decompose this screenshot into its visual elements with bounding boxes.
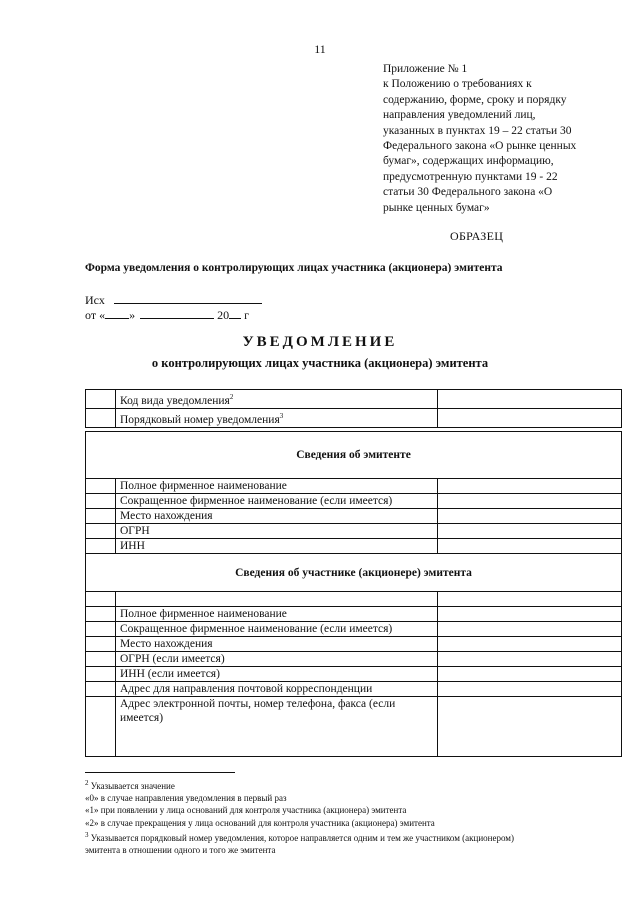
sample-label: ОБРАЗЕЦ <box>450 229 504 243</box>
table-row <box>86 390 622 409</box>
footnotes <box>85 777 625 856</box>
date-year-field[interactable] <box>229 307 241 319</box>
row-label: Место нахождения <box>116 509 438 524</box>
table-row <box>86 652 622 667</box>
row-label: Место нахождения <box>116 637 438 652</box>
table-row <box>86 622 622 637</box>
appendix-line: указанных в пунктах 19 – 22 статьи 30 <box>383 124 572 137</box>
row-label: Адрес для направления почтовой корреспонденции <box>116 682 438 697</box>
outgoing-number-label: Исх <box>85 293 105 307</box>
table-row <box>86 637 622 652</box>
page-number: 11 <box>314 42 326 56</box>
appendix-line: статьи 30 Федерального закона «О <box>383 186 553 199</box>
footnote-line: «0» в случае направления уведомления в первый раз <box>85 793 287 804</box>
value-cell[interactable] <box>438 539 622 554</box>
footnote-line: «2» в случае прекращения у лица оснований для контроля участника (акционера) эмитента <box>85 817 435 828</box>
footnote-line: эмитента в отношении одного и того же эмитента <box>85 845 276 856</box>
outgoing-number-row <box>85 292 262 308</box>
date-month-field[interactable] <box>140 307 214 319</box>
date-year: 20 <box>217 308 230 322</box>
footnote-line: $^2$ Указывается значение <box>85 779 175 791</box>
value-cell[interactable] <box>438 637 622 652</box>
row-label: Порядковый номер уведомления$^3$ <box>116 408 438 427</box>
table-row <box>86 682 622 697</box>
appendix-reference <box>383 62 603 216</box>
row-label: ОГРН (если имеется) <box>116 652 438 667</box>
notice-title: УВЕДОМЛЕНИЕ <box>242 334 398 350</box>
participant-section-heading: Сведения об участнике (акционере) эмитента <box>86 554 622 592</box>
value-cell[interactable] <box>438 509 622 524</box>
outgoing-date-row <box>85 307 249 323</box>
date-suffix: г <box>244 308 250 322</box>
appendix-line: содержанию, форме, сроку и порядку <box>383 93 567 106</box>
appendix-line: бумаг», содержащих информацию, <box>383 155 554 168</box>
date-mid: » <box>129 308 136 322</box>
table-row <box>86 494 622 509</box>
issuer-section-heading: Сведения об эмитенте <box>86 432 622 479</box>
row-label: Сокращенное фирменное наименование (если имеется) <box>116 494 438 509</box>
appendix-line: Приложение № 1 <box>383 63 468 75</box>
section-header-row <box>86 432 622 479</box>
value-cell[interactable] <box>438 682 622 697</box>
row-label: Сокращенное фирменное наименование (если имеется) <box>116 622 438 637</box>
table-row <box>86 524 622 539</box>
appendix-line: рынке ценных бумаг» <box>383 201 490 214</box>
table-row <box>86 509 622 524</box>
row-label: ИНН <box>116 539 438 554</box>
footnote-line: $^3$ Указывается порядковый номер уведомления, которое направляется одним и тем же участником (акционером) <box>85 830 514 843</box>
appendix-line: Федерального закона «О рынке ценных <box>383 140 577 153</box>
table-row <box>86 607 622 622</box>
table-row <box>86 479 622 494</box>
table-row <box>86 697 622 757</box>
date-day-field[interactable] <box>105 307 129 319</box>
value-cell[interactable] <box>438 652 622 667</box>
appendix-line: к Положению о требованиях к <box>383 78 532 91</box>
footnote-line: «1» при появлении у лица оснований для контроля участника (акционера) эмитента <box>85 805 407 816</box>
row-label: Код вида уведомления$^2$ <box>116 390 438 409</box>
row-label: Адрес электронной почты, номер телефона, факса (если имеется) <box>116 697 438 757</box>
table-row <box>86 667 622 682</box>
table-row <box>86 408 622 427</box>
footnote-divider <box>85 772 235 773</box>
value-cell[interactable] <box>438 667 622 682</box>
table-row <box>86 539 622 554</box>
row-label: ИНН (если имеется) <box>116 667 438 682</box>
appendix-line: предусмотренную пунктами 19 - 22 <box>383 170 558 183</box>
value-cell[interactable] <box>438 494 622 509</box>
value-cell[interactable] <box>438 408 622 427</box>
spacer-row <box>86 592 622 607</box>
value-cell[interactable] <box>438 524 622 539</box>
value-cell[interactable] <box>438 622 622 637</box>
row-label: Полное фирменное наименование <box>116 479 438 494</box>
value-cell[interactable] <box>438 390 622 409</box>
value-cell[interactable] <box>438 479 622 494</box>
outgoing-number-field[interactable] <box>114 292 262 304</box>
row-label: ОГРН <box>116 524 438 539</box>
form-title: Форма уведомления о контролирующих лицах участника (акционера) эмитента <box>85 262 503 274</box>
date-prefix: от « <box>85 308 106 322</box>
notice-subtitle: о контролирующих лицах участника (акционера) эмитента <box>151 356 489 370</box>
appendix-line: направления уведомлений лиц, <box>383 109 536 122</box>
notice-code-table <box>85 389 622 428</box>
section-header-row <box>86 554 622 592</box>
value-cell[interactable] <box>438 607 622 622</box>
information-table <box>85 431 622 757</box>
row-label: Полное фирменное наименование <box>116 607 438 622</box>
value-cell[interactable] <box>438 697 622 757</box>
